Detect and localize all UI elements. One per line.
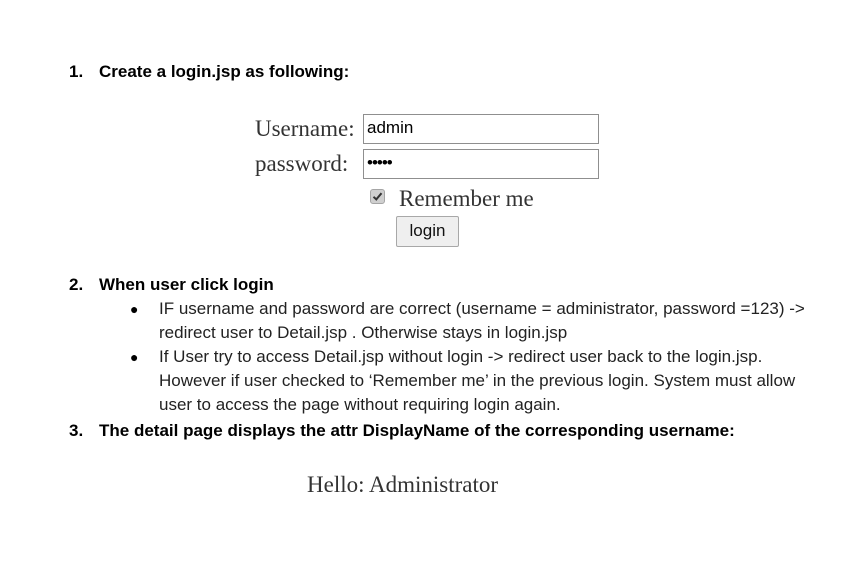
step-3-number: 3. xyxy=(69,421,84,440)
step-1-text: Create a login.jsp as following: xyxy=(99,62,350,81)
remember-me-label: Remember me xyxy=(399,186,534,211)
step-1-number: 1. xyxy=(69,62,84,81)
remember-me-checkbox[interactable] xyxy=(370,189,385,204)
username-input[interactable]: admin xyxy=(363,114,599,144)
bullet-icon: ● xyxy=(130,349,139,365)
step-2-number: 2. xyxy=(69,275,84,294)
detail-greeting: Hello: Administrator xyxy=(307,472,499,497)
step-2-text: When user click login xyxy=(99,275,274,294)
login-button[interactable]: login xyxy=(396,216,459,247)
password-label: password: xyxy=(255,151,349,176)
username-label: Username: xyxy=(255,116,355,141)
password-input[interactable]: ••••• xyxy=(363,149,599,179)
bullet-item-2: If User try to access Detail.jsp without login -> redirect user back to the login.jsp. However if user checked to ‘Remember me’ in the previous login. System must allow user to access the page without requiring login again. xyxy=(159,347,796,414)
checkmark-icon xyxy=(372,191,383,202)
step-3-text: The detail page displays the attr DisplayName of the corresponding username: xyxy=(99,421,735,440)
bullet-icon: ● xyxy=(130,301,139,317)
bullet-item-1: IF username and password are correct (username = administrator, password =123) -> redirect user to Detail.jsp . Otherwise stays in login.jsp xyxy=(159,299,805,342)
